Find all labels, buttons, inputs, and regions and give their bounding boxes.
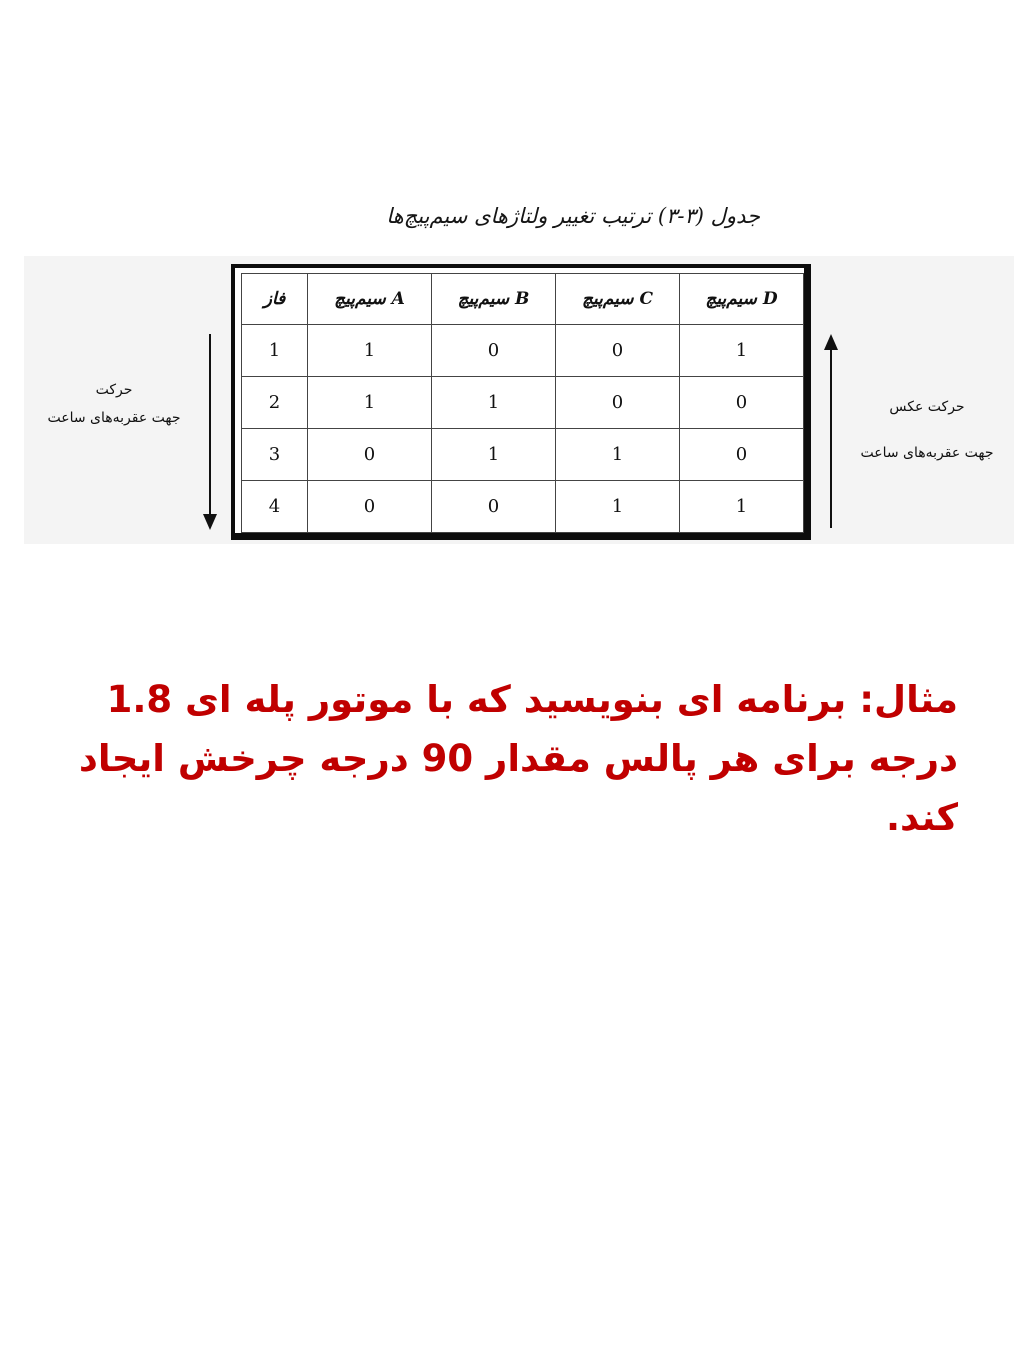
cell-coil-c: 0 bbox=[556, 377, 680, 429]
cell-coil-a: 1 bbox=[308, 377, 432, 429]
header-coil-c: سیم‌پیچ C bbox=[556, 274, 680, 325]
cell-coil-b: 1 bbox=[432, 377, 556, 429]
counter-clockwise-label-line1: حرکت عکس bbox=[889, 399, 965, 415]
cell-coil-b: 1 bbox=[432, 429, 556, 481]
cell-phase: 1 bbox=[242, 325, 308, 377]
clockwise-label-line1: حرکت bbox=[95, 382, 133, 398]
example-problem-text: مثال: برنامه ای بنویسید که با موتور پله ای 1.8 درجه برای هر پالس مقدار 90 درجه چرخش ایجاد کند. bbox=[78, 678, 958, 839]
header-phase: فاز bbox=[242, 274, 308, 325]
table-row bbox=[242, 429, 804, 481]
cell-coil-c: 1 bbox=[556, 481, 680, 533]
table-row bbox=[242, 377, 804, 429]
table-caption: جدول (۳-۳) ترتیب تغییر ولتاژهای سیم‌پیچ‌ها bbox=[386, 204, 760, 228]
cell-coil-d: 0 bbox=[680, 429, 804, 481]
table-row bbox=[242, 481, 804, 533]
cell-phase: 4 bbox=[242, 481, 308, 533]
cell-coil-a: 1 bbox=[308, 325, 432, 377]
header-coil-b: سیم‌پیچ B bbox=[432, 274, 556, 325]
down-arrow-icon bbox=[200, 334, 220, 534]
counter-clockwise-label bbox=[834, 384, 1020, 476]
cell-coil-d: 1 bbox=[680, 325, 804, 377]
clockwise-label bbox=[22, 376, 206, 432]
cell-coil-b: 0 bbox=[432, 325, 556, 377]
header-coil-a: سیم‌پیچ A bbox=[308, 274, 432, 325]
cell-coil-c: 1 bbox=[556, 429, 680, 481]
cell-coil-b: 0 bbox=[432, 481, 556, 533]
cell-phase: 3 bbox=[242, 429, 308, 481]
cell-coil-a: 0 bbox=[308, 429, 432, 481]
cell-phase: 2 bbox=[242, 377, 308, 429]
winding-table-frame bbox=[231, 264, 811, 540]
table-row bbox=[242, 325, 804, 377]
header-coil-d: سیم‌پیچ D bbox=[680, 274, 804, 325]
table-header-row bbox=[242, 274, 804, 325]
counter-clockwise-label-line2: جهت عقربه‌های ساعت bbox=[860, 445, 994, 461]
cell-coil-d: 0 bbox=[680, 377, 804, 429]
cell-coil-c: 0 bbox=[556, 325, 680, 377]
clockwise-label-line2: جهت عقربه‌های ساعت bbox=[47, 410, 181, 426]
cell-coil-a: 0 bbox=[308, 481, 432, 533]
winding-voltage-table bbox=[241, 273, 804, 533]
cell-coil-d: 1 bbox=[680, 481, 804, 533]
